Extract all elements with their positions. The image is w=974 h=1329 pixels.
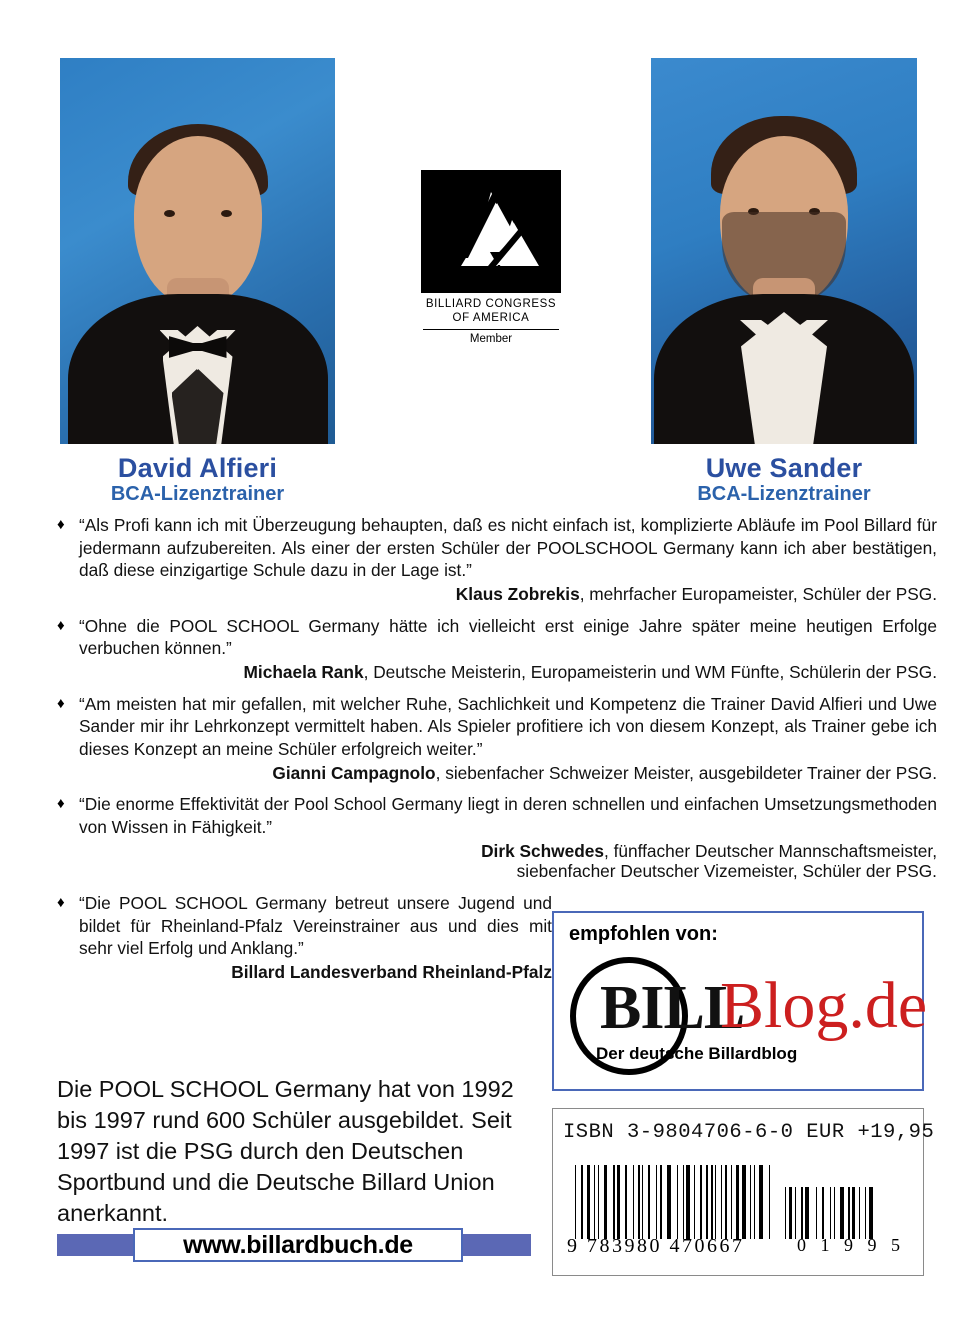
billblog-wordmark-bill: BILL <box>600 974 745 1042</box>
barcode-ean13 <box>575 1165 771 1239</box>
portrait-photo-uwe-sander <box>651 58 917 444</box>
billblog-logo[interactable] <box>564 951 928 1081</box>
testimonial-author: Gianni Campagnolo <box>272 762 436 783</box>
testimonial-author: Klaus Zobrekis <box>455 583 580 604</box>
diamond-bullet-icon: ♦ <box>57 516 65 533</box>
trainer-name-uwe-sander: Uwe Sander <box>705 453 863 483</box>
testimonial-credit: , mehrfacher Europameister, Schüler der PSG. <box>579 583 937 604</box>
recommendation-box <box>552 911 928 1091</box>
testimonial-text: “Am meisten hat mir gefallen, mit welcher Ruhe, Sachlichkeit und Kompetenz die Trainer David Alfieri und Uwe Sander mir ihr Lehrkonzept vermittelt haben. Als Spieler profitiere ich von diesem Konzept, als Trainer gebe ich dieses Konzept an meine Schüler erfolgreich weiter.” <box>79 693 937 759</box>
portrait-eye-right <box>221 210 232 217</box>
bca-divider <box>423 329 559 331</box>
bca-member-label: Member <box>469 333 513 346</box>
testimonial-attribution <box>79 661 937 684</box>
testimonial-credit: , Deutsche Meisterin, Europameisterin und WM Fünfte, Schülerin der PSG. <box>363 661 937 682</box>
website-url[interactable]: www.billardbuch.de <box>133 1228 463 1262</box>
testimonial-item-narrow <box>57 892 552 984</box>
recommendation-label: empfohlen von: <box>569 923 718 945</box>
testimonial-text: “Ohne die POOL SCHOOL Germany hätte ich vielleicht erst einige Jahre später meine heutigen Erfolge verbuchen können.” <box>79 615 937 659</box>
bca-logo-line-1: BILLIARD CONGRESS <box>425 298 557 310</box>
testimonial-credit: , fünffacher Deutscher Mannschaftsmeister, <box>604 840 937 861</box>
bca-member-logo <box>421 170 561 345</box>
billblog-wordmark-blog: Blog.de <box>720 969 928 1042</box>
testimonial-item <box>57 693 937 785</box>
testimonial-author: Billard Landesverband Rheinland-Pfalz <box>231 961 552 982</box>
trainer-card-uwe-sander <box>651 58 917 505</box>
trainer-portraits-row <box>0 0 974 506</box>
barcode-digits: 9 783980 470667 <box>567 1235 745 1257</box>
closing-paragraph: Die POOL SCHOOL Germany hat von 1992 bis 1997 rund 600 Schüler ausgebildet. Seit 1997 ist die PSG durch den Deutschen Sportbund und die Deutsche Billard Union anerkannt. <box>57 1076 514 1227</box>
testimonial-text: “Als Profi kann ich mit Überzeugung behaupten, daß es nicht einfach ist, komplizierte Abläufe im Pool Billard für jedermann aufzubereiten. Als einer der ersten Schüler der POOLSCHOOL Germany kann ich aber bestätigen, daß diese einzigartige Schule dazu in der Lage ist.” <box>79 515 937 581</box>
trainer-role-david-alfieri: BCA-Lizenztrainer <box>110 483 285 506</box>
diamond-bullet-icon: ♦ <box>57 893 65 911</box>
testimonial-item <box>57 793 937 883</box>
diamond-bullet-icon: ♦ <box>57 616 65 634</box>
barcode-addon-digits: 0 1 9 9 5 <box>797 1235 905 1255</box>
testimonial-attribution <box>79 762 937 785</box>
billblog-tagline: Der deutsche Billardblog <box>596 1044 798 1063</box>
bca-triangle-icon <box>421 170 561 293</box>
testimonial-item <box>57 514 937 606</box>
testimonial-attribution <box>79 583 937 606</box>
portrait-photo-david-alfieri <box>60 58 335 444</box>
trainer-name-david-alfieri: David Alfieri <box>117 453 278 483</box>
testimonial-item <box>57 615 937 684</box>
portrait-eye-left <box>164 210 175 217</box>
isbn-barcode-box <box>552 1108 935 1276</box>
testimonial-attribution <box>79 840 937 863</box>
diamond-bullet-icon: ♦ <box>57 795 65 813</box>
trainer-role-uwe-sander: BCA-Lizenztrainer <box>697 483 871 506</box>
bca-logo-line-2: OF AMERICA <box>452 312 530 325</box>
isbn-text: ISBN 3-9804706-6-0 EUR +19,95 <box>563 1121 935 1144</box>
testimonial-credit-line-2: siebenfacher Deutscher Vizemeister, Schüler der PSG. <box>516 861 937 882</box>
testimonial-author: Michaela Rank <box>243 661 364 682</box>
testimonial-credit: , siebenfacher Schweizer Meister, ausgebildeter Trainer der PSG. <box>435 762 937 783</box>
website-banner[interactable] <box>57 1228 531 1262</box>
diamond-bullet-icon: ♦ <box>57 694 65 712</box>
testimonial-author: Dirk Schwedes <box>481 840 605 861</box>
barcode-addon-5 <box>785 1187 879 1239</box>
testimonial-text: “Die POOL SCHOOL Germany betreut unsere Jugend und bildet für Rheinland-Pfalz Vereinstrainer aus und dies mit sehr viel Erfolg und Anklang.” <box>79 892 552 959</box>
trainer-card-david-alfieri <box>60 58 335 505</box>
testimonial-text: “Die enorme Effektivität der Pool School Germany liegt in deren schnellen und einfachen Umsetzungsmethoden von Wissen in Fähigkeit.” <box>79 794 937 837</box>
